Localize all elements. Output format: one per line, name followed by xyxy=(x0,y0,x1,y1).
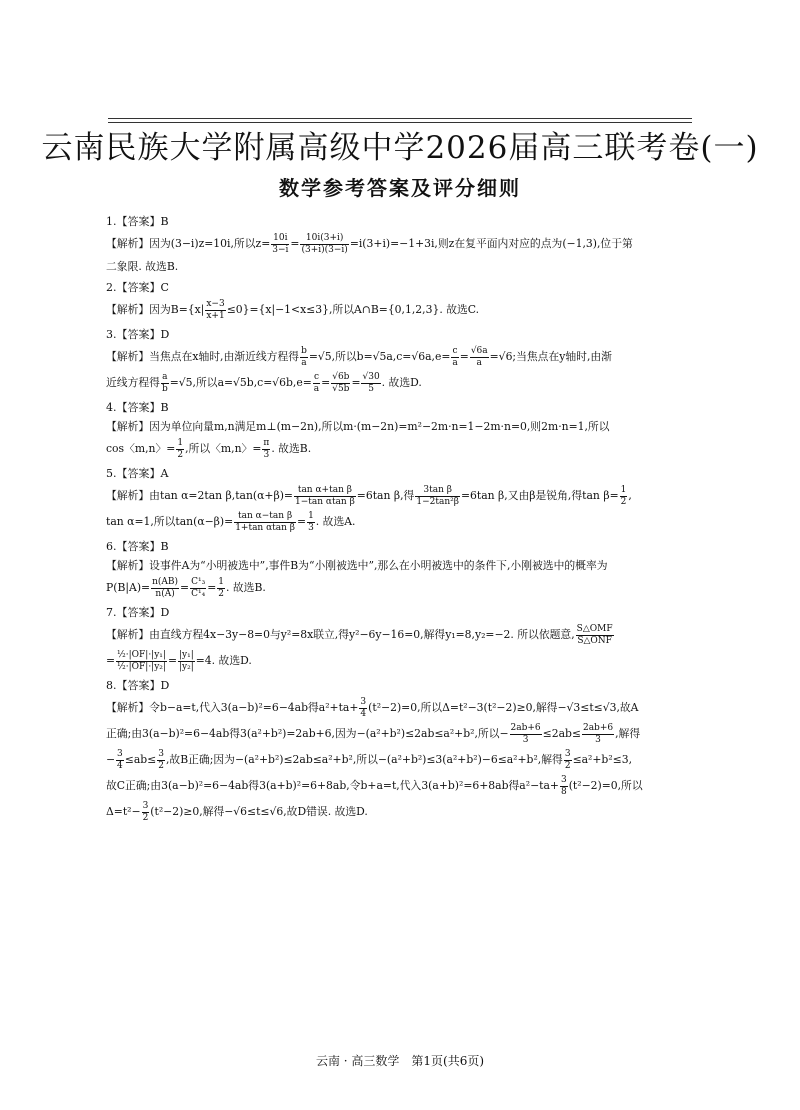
numerator: 3tan β xyxy=(415,485,460,497)
numerator: 1 xyxy=(620,484,627,495)
denominator: 2 xyxy=(218,588,224,599)
numerator: n(AB) xyxy=(152,576,179,587)
text: 【解析】因为B={x| xyxy=(106,303,205,316)
fraction xyxy=(451,346,458,369)
text: ≤ab≤ xyxy=(124,753,157,766)
numerator: c xyxy=(452,345,458,356)
denominator: 2 xyxy=(564,760,571,771)
numerator: √6b xyxy=(332,371,350,382)
denominator: a xyxy=(476,357,482,368)
fraction xyxy=(576,624,614,647)
text: . 故选D. xyxy=(381,376,422,389)
text: = xyxy=(351,376,361,389)
fraction xyxy=(564,749,572,772)
fraction xyxy=(234,511,296,534)
text: (t²−2)=0,所以Δ=t²−3(t²−2)≥0,解得−√3≤t≤√3,故A xyxy=(368,701,639,714)
numerator: b xyxy=(301,345,307,356)
text: =i(3+i)=−1+3i,则z在复平面内对应的点为(−1,3),位于第 xyxy=(349,237,633,250)
text: . 故选A. xyxy=(315,515,356,528)
top-rule xyxy=(108,118,692,119)
numerator: 10i(3+i) xyxy=(300,233,348,245)
page-title: 云南民族大学附属高级中学2026届高三联考卷(一) xyxy=(41,130,759,166)
text: ,解得 xyxy=(615,727,641,740)
fraction xyxy=(176,438,184,461)
denominator: 4 xyxy=(117,760,123,771)
denominator: 2 xyxy=(142,812,149,823)
numerator: x−3 xyxy=(206,298,225,309)
text: , xyxy=(628,489,632,502)
denominator: 1−tan αtan β xyxy=(294,496,355,507)
question-8 xyxy=(106,676,688,825)
denominator: 5 xyxy=(368,383,374,394)
numerator: 3 xyxy=(564,748,571,759)
numerator: 2ab+6 xyxy=(582,722,614,733)
fraction xyxy=(510,723,542,746)
numerator: 3 xyxy=(360,696,367,707)
text: =√5,所以a=√5b,c=√6b,e= xyxy=(169,376,312,389)
text: ≤0}={x|−1<x≤3},所以A∩B={0,1,2,3}. 故选C. xyxy=(226,303,480,316)
numerator: π xyxy=(263,437,270,448)
fraction xyxy=(205,299,225,322)
text: 近线方程得 xyxy=(106,376,160,389)
page-footer: 云南 · 高三数学 第1页(共6页) xyxy=(315,1054,485,1068)
denominator: 3 xyxy=(263,449,270,460)
answer-label: 4.【答案】B xyxy=(106,401,169,414)
explanation-cont: 二象限. 故选B. xyxy=(106,260,179,273)
question-2 xyxy=(106,278,688,323)
denominator: 2 xyxy=(177,449,184,460)
fraction xyxy=(294,485,356,508)
text: 故C正确;由3(a−b)²=6−4ab得3(a+b)²=6+8ab,令b+a=t,代入3(a+b)²=6+8ab得a²−ta+ xyxy=(106,779,559,792)
text: ,故B正确;因为−(a²+b²)≤2ab≤a²+b²,所以−(a²+b²)≤3(a²+b²)−6≤a²+b²,解得 xyxy=(165,753,563,766)
text: =6tan β,又由β是锐角,得tan β= xyxy=(460,489,619,502)
denominator: 3−i xyxy=(272,244,289,255)
fraction xyxy=(582,723,614,746)
text: Δ=t²− xyxy=(106,805,141,818)
fraction xyxy=(300,233,348,256)
answer-label: 2.【答案】C xyxy=(106,281,169,294)
text: P(B|A)= xyxy=(106,581,151,594)
explanation-cont xyxy=(106,799,688,825)
fraction xyxy=(300,346,308,369)
answer-label: 5.【答案】A xyxy=(106,467,169,480)
text: (t²−2)≥0,解得−√6≤t≤√6,故D错误. 故选D. xyxy=(150,805,368,818)
denominator: 8 xyxy=(560,786,567,797)
question-6 xyxy=(106,537,688,601)
text: =√6;当焦点在y轴时,由渐 xyxy=(489,350,612,363)
text: 【解析】因为(3−i)z=10i,所以z= xyxy=(106,237,271,250)
fraction xyxy=(470,346,489,369)
text: =√5,所以b=√5a,c=√6a,e= xyxy=(308,350,451,363)
text: ≤a²+b²≤3, xyxy=(572,753,633,766)
text: = xyxy=(321,376,331,389)
fraction xyxy=(161,372,169,395)
numerator: 3 xyxy=(158,748,164,759)
text: 【解析】由tan α=2tan β,tan(α+β)= xyxy=(106,489,293,502)
fraction xyxy=(116,650,167,673)
denominator: 1−2tan²β xyxy=(416,496,459,507)
fraction xyxy=(307,511,315,534)
numerator: 2ab+6 xyxy=(510,722,541,733)
fraction xyxy=(116,749,124,772)
fraction xyxy=(620,485,628,508)
explanation-cont xyxy=(106,575,688,601)
text: = xyxy=(290,237,300,250)
denominator: b xyxy=(161,383,168,394)
text: 【解析】当焦点在x轴时,由渐近线方程得 xyxy=(106,350,300,363)
question-3 xyxy=(106,325,688,396)
text: =6tan β,得 xyxy=(356,489,415,502)
text: (t²−2)=0,所以 xyxy=(568,779,643,792)
fraction xyxy=(190,577,206,600)
numerator: ½·|OF|·|y₁| xyxy=(117,649,166,660)
explanation xyxy=(106,695,688,721)
numerator: c xyxy=(313,371,319,382)
fraction xyxy=(331,372,350,395)
denominator: ½·|OF|·|y₂| xyxy=(117,661,166,672)
answer-label: 6.【答案】B xyxy=(106,540,169,553)
denominator: 3 xyxy=(595,734,601,745)
fraction xyxy=(415,485,460,508)
numerator: √6a xyxy=(470,345,488,356)
question-4 xyxy=(106,398,688,462)
fraction xyxy=(271,233,289,256)
fraction xyxy=(361,372,380,395)
explanation xyxy=(106,344,688,370)
page-subtitle: 数学参考答案及评分细则 xyxy=(279,176,521,200)
denominator: 4 xyxy=(360,708,367,719)
explanation xyxy=(106,231,688,257)
denominator: (3+i)(3−i) xyxy=(301,244,348,255)
fraction xyxy=(151,577,179,600)
numerator: 3 xyxy=(560,774,567,785)
fraction xyxy=(262,438,270,461)
explanation-cont xyxy=(106,648,688,674)
text: 【解析】由直线方程4x−3y−8=0与y²=8x联立,得y²−6y−16=0,解得y₁=8,y₂=−2. 所以依题意, xyxy=(106,628,575,641)
numerator: a xyxy=(162,371,168,382)
numerator: C¹₃ xyxy=(191,576,206,587)
fraction xyxy=(560,775,568,798)
text: = xyxy=(459,350,469,363)
text: − xyxy=(106,753,116,766)
fraction xyxy=(217,577,225,600)
numerator: |y₁| xyxy=(178,649,194,660)
explanation xyxy=(106,622,688,648)
numerator: S△OMF xyxy=(576,623,613,634)
numerator: 1 xyxy=(308,510,314,521)
fraction xyxy=(157,749,165,772)
answer-label: 1.【答案】B xyxy=(106,215,169,228)
denominator: 3 xyxy=(522,734,529,745)
text: . 故选B. xyxy=(225,581,266,594)
question-7 xyxy=(106,603,688,674)
explanation-cont xyxy=(106,721,688,747)
explanation-cont xyxy=(106,436,688,462)
numerator: 10i xyxy=(273,232,288,243)
answer-label: 8.【答案】D xyxy=(106,679,170,692)
denominator: 3 xyxy=(308,522,314,533)
text: ≤2ab≤ xyxy=(542,727,581,740)
explanation: 【解析】因为单位向量m,n满足m⊥(m−2n),所以m·(m−2n)=m²−2m·n=1−2m·n=0,则2m·n=1,所以 xyxy=(106,420,610,433)
answer-label: 3.【答案】D xyxy=(106,328,170,341)
denominator: 1+tan αtan β xyxy=(235,522,296,533)
explanation-cont xyxy=(106,773,688,799)
text: 【解析】令b−a=t,代入3(a−b)²=6−4ab得a²+ta+ xyxy=(106,701,359,714)
denominator: 2 xyxy=(158,760,164,771)
fraction xyxy=(313,372,320,395)
text: = xyxy=(106,654,116,667)
denominator: a xyxy=(313,383,320,394)
top-rule-inner xyxy=(108,122,692,123)
text: . 故选B. xyxy=(271,442,312,455)
text: =4. 故选D. xyxy=(195,654,252,667)
denominator: 2 xyxy=(620,496,627,507)
text: = xyxy=(207,581,217,594)
text: ,所以〈m,n〉= xyxy=(185,442,262,455)
denominator: √5b xyxy=(332,383,350,394)
denominator: C¹₄ xyxy=(191,588,206,599)
numerator: tan α+tan β xyxy=(294,485,356,497)
numerator: 3 xyxy=(117,748,123,759)
text: 正确;由3(a−b)²=6−4ab得3(a²+b²)=2ab+6,因为−(a²+b²)≤2ab≤a²+b²,所以− xyxy=(106,727,509,740)
explanation: 【解析】设事件A为“小明被选中”,事件B为“小刚被选中”,那么在小明被选中的条件下,小刚被选中的概率为 xyxy=(106,559,608,572)
text: = xyxy=(167,654,177,667)
answer-content xyxy=(106,212,688,827)
explanation-cont xyxy=(106,370,688,396)
denominator: a xyxy=(301,357,307,368)
text: = xyxy=(297,515,307,528)
fraction xyxy=(178,650,195,673)
numerator: 1 xyxy=(177,437,184,448)
numerator: 3 xyxy=(142,800,149,811)
denominator: |y₂| xyxy=(178,661,194,672)
denominator: n(A) xyxy=(155,588,175,599)
fraction xyxy=(142,801,150,824)
text: tan α=1,所以tan(α−β)= xyxy=(106,515,234,528)
text: cos〈m,n〉= xyxy=(106,442,176,455)
numerator: √30 xyxy=(362,371,380,382)
denominator: S△ONF xyxy=(577,635,612,646)
numerator: tan α−tan β xyxy=(234,511,296,523)
question-5 xyxy=(106,464,688,535)
denominator: x+1 xyxy=(206,310,225,321)
fraction xyxy=(359,697,367,720)
explanation-cont xyxy=(106,509,688,535)
answer-label: 7.【答案】D xyxy=(106,606,170,619)
numerator: 1 xyxy=(218,576,224,587)
denominator: a xyxy=(452,357,458,368)
question-1 xyxy=(106,212,688,276)
explanation-cont xyxy=(106,747,688,773)
explanation xyxy=(106,297,688,323)
text: = xyxy=(180,581,190,594)
explanation xyxy=(106,483,688,509)
